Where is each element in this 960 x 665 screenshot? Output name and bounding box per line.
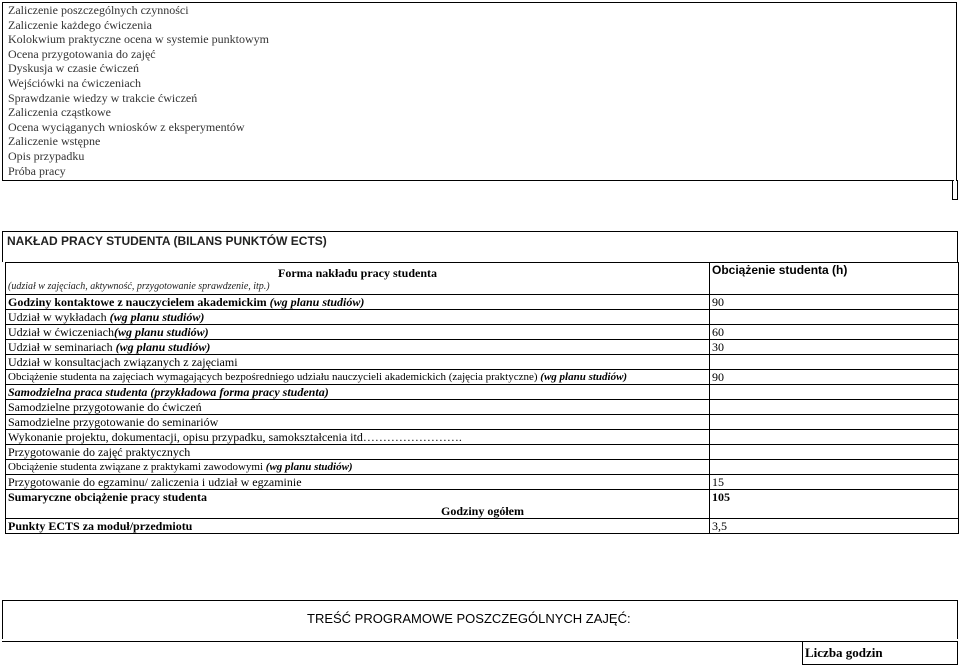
ects-points-row xyxy=(6,519,959,534)
row-label: Godziny kontaktowe z nauczycielem akademickim xyxy=(8,295,270,309)
row-label: Obciążenie studenta na zajęciach wymagających bezpośredniego udziału nauczycieli akademickich (zajęcia praktyczne) xyxy=(8,371,541,383)
table-row xyxy=(6,385,959,400)
table-row xyxy=(6,355,959,370)
total-hours-label: Godziny ogółem xyxy=(441,504,524,518)
row-value xyxy=(710,355,959,370)
row-value: 60 xyxy=(710,325,959,340)
row-label-italic: (wg planu studiów) xyxy=(113,325,209,339)
header-form: Forma nakładu pracy studenta xyxy=(277,266,438,280)
list-item: Sprawdzanie wiedzy w trakcie ćwiczeń xyxy=(8,90,198,105)
row-label: Udział w wykładach xyxy=(8,310,110,324)
list-item: Zaliczenia cząstkowe xyxy=(8,105,111,120)
right-cell xyxy=(952,180,958,200)
row-value xyxy=(710,460,959,475)
table-row xyxy=(6,460,959,475)
row-label: Samodzielne przygotowanie do seminariów xyxy=(8,415,219,429)
row-value xyxy=(710,385,959,400)
row-value: 90 xyxy=(710,370,959,385)
row-label: Obciążenie studenta związane z praktykami zawodowymi xyxy=(8,461,266,473)
list-item: Zaliczenie poszczególnych czynności xyxy=(8,3,189,17)
summary-value: 105 xyxy=(710,490,959,519)
header-load: Obciążenie studenta (h) xyxy=(710,263,959,295)
row-value xyxy=(710,400,959,415)
table-row xyxy=(6,400,959,415)
table-header-row xyxy=(6,263,959,295)
list-item: Dyskusja w czasie ćwiczeń xyxy=(8,61,139,76)
table-row xyxy=(6,370,959,385)
row-value xyxy=(710,310,959,325)
table-row xyxy=(6,295,959,310)
hours-count-label: Liczba godzin xyxy=(805,645,883,660)
list-item: Zaliczenie każdego ćwiczenia xyxy=(8,17,152,32)
table-row xyxy=(6,430,959,445)
row-label-italic: (wg planu studiów) xyxy=(540,371,628,383)
row-label: Przygotowanie do zajęć praktycznych xyxy=(8,445,191,459)
row-label-italic: (wg planu studiów) xyxy=(109,310,205,324)
divider xyxy=(2,180,954,181)
header-form-sub: (udział w zajęciach, aktywność, przygotowanie sprawdzenie, itp.) xyxy=(8,281,270,292)
list-item: Opis przypadku xyxy=(8,148,85,163)
list-item: Próba pracy xyxy=(8,163,66,178)
table-row xyxy=(6,310,959,325)
table-row xyxy=(6,445,959,460)
row-label: Przygotowanie do egzaminu/ zaliczenia i udział w egzaminie xyxy=(8,475,302,489)
row-value xyxy=(710,415,959,430)
table-row xyxy=(6,325,959,340)
workload-table xyxy=(5,262,959,534)
table-row xyxy=(6,340,959,355)
list-item: Kolokwium praktyczne ocena w systemie punktowym xyxy=(8,32,269,47)
section-title: NAKŁAD PRACY STUDENTA (BILANS PUNKTÓW ECTS) xyxy=(7,234,327,248)
row-label: Udział w ćwiczeniach xyxy=(8,325,114,339)
table-row xyxy=(6,415,959,430)
list-item: Ocena wyciąganych wniosków z eksperymentów xyxy=(8,119,245,134)
row-label-italic: (wg planu studiów) xyxy=(115,340,211,354)
assessment-methods-list xyxy=(8,3,269,178)
row-value xyxy=(710,445,959,460)
row-label-italic: (wg planu studiów) xyxy=(269,295,365,309)
summary-label: Sumaryczne obciążenie pracy studenta xyxy=(8,490,207,504)
row-value xyxy=(710,430,959,445)
row-label: Udział w seminariach xyxy=(8,340,116,354)
row-label: Samodzielne przygotowanie do ćwiczeń xyxy=(8,400,202,414)
ects-points-value: 3,5 xyxy=(710,519,959,534)
row-label: Samodzielna praca studenta (przykładowa forma pracy studenta) xyxy=(8,385,329,399)
table-row xyxy=(6,475,959,490)
row-label: Udział w konsultacjach związanych z zajęciami xyxy=(8,355,238,369)
summary-row xyxy=(6,490,959,519)
ects-points-label: Punkty ECTS za moduł/przedmiotu xyxy=(6,519,710,534)
program-content-title: TREŚĆ PROGRAMOWE POSZCZEGÓLNYCH ZAJĘĆ: xyxy=(307,611,631,626)
row-value: 90 xyxy=(710,295,959,310)
row-value: 15 xyxy=(710,475,959,490)
header-form-cell xyxy=(6,263,710,295)
row-label: Wykonanie projektu, dokumentacji, opisu przypadku, samokształcenia itd……………………. xyxy=(8,430,462,444)
row-value: 30 xyxy=(710,340,959,355)
row-label-italic: (wg planu studiów) xyxy=(265,461,353,473)
list-item: Zaliczenie wstępne xyxy=(8,134,101,149)
list-item: Ocena przygotowania do zajęć xyxy=(8,46,156,61)
divider xyxy=(2,641,802,642)
list-item: Wejściówki na ćwiczeniach xyxy=(8,75,141,90)
